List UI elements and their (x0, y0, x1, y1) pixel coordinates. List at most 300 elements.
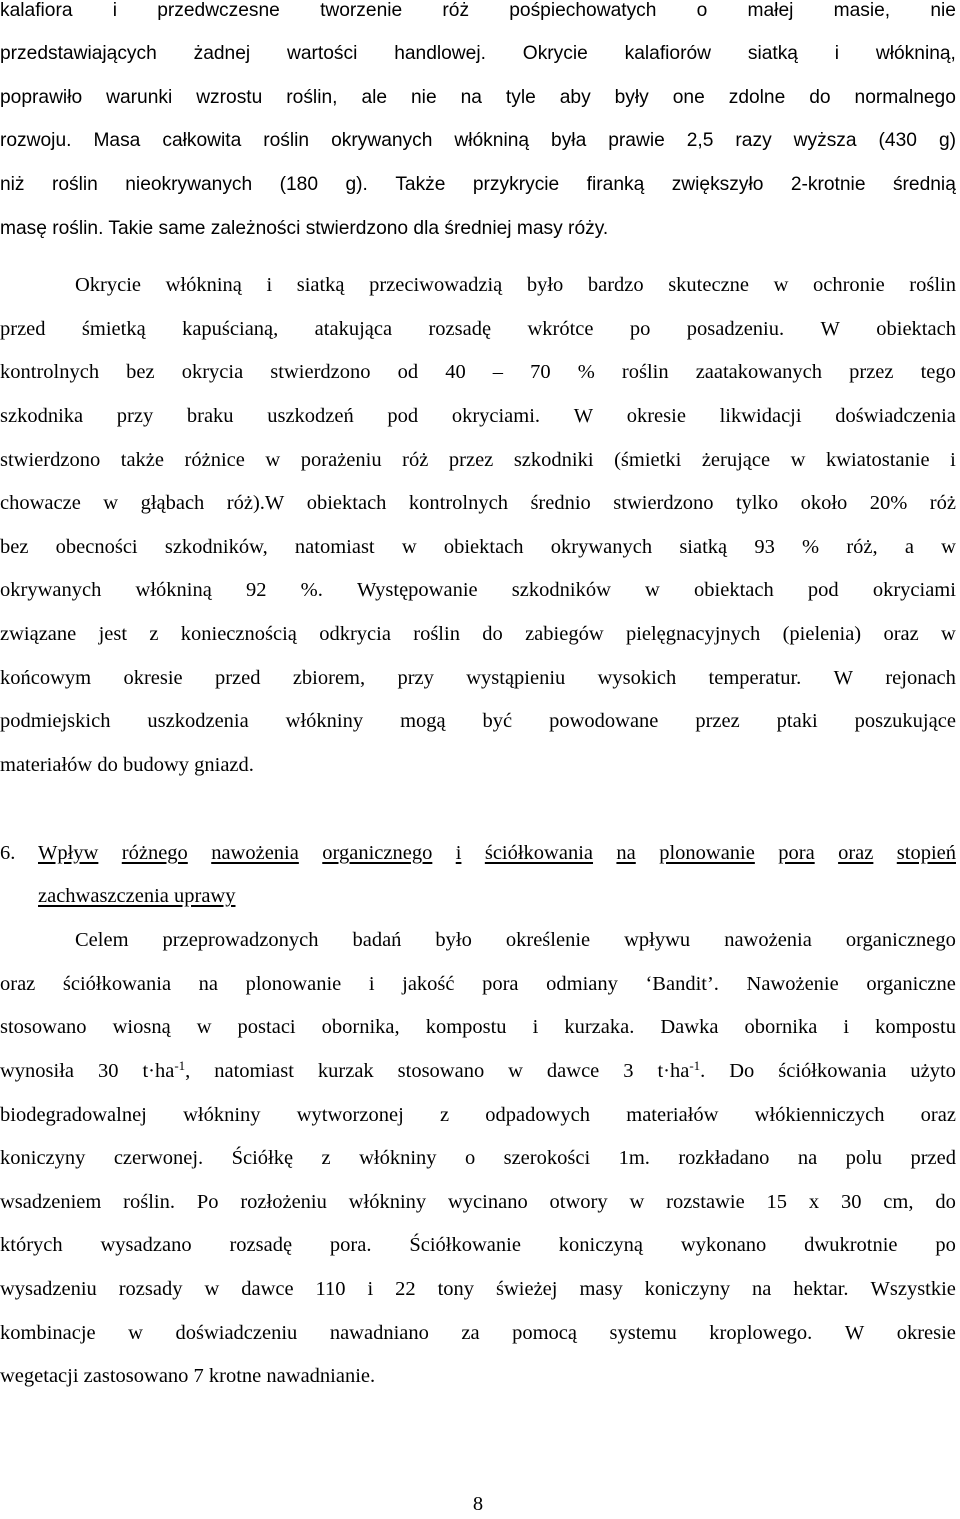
word: w (629, 1191, 645, 1213)
word: przedstawiających (0, 43, 157, 64)
word: kroplowego. (709, 1322, 813, 1344)
word: kurzak (317, 1060, 374, 1082)
text-line (0, 1274, 956, 1304)
word: Ściółkowanie (409, 1234, 521, 1256)
word: szkodnika (0, 405, 84, 427)
word: róż).W (226, 492, 285, 514)
word: badań (352, 929, 402, 951)
word: tworzenie (320, 0, 403, 21)
text-line (0, 314, 956, 344)
word: natomiast (214, 1060, 294, 1082)
word: kompostu (425, 1016, 507, 1038)
word: wykonano (680, 1234, 767, 1256)
word: roślin (413, 623, 460, 645)
text-line (0, 401, 956, 431)
word: 3 (623, 1060, 634, 1082)
word: poprawiło (0, 87, 83, 108)
word: zaatakowanych (695, 361, 823, 383)
word: dawce (241, 1278, 294, 1300)
word: W (820, 318, 840, 340)
word: wzrostu (196, 87, 263, 108)
text-line (0, 1012, 956, 1042)
word: Do (729, 1060, 755, 1082)
word: rejonach (885, 667, 956, 689)
word: było (435, 929, 472, 951)
word: (430 (878, 130, 917, 151)
word: 110 (315, 1278, 346, 1300)
word: Ściółkę (231, 1147, 294, 1169)
word: przez (448, 449, 494, 471)
word: kwiatostanie (826, 449, 930, 471)
word: g). (345, 174, 368, 195)
word: tony (437, 1278, 475, 1300)
word: i (266, 274, 273, 296)
text-line (0, 39, 956, 69)
word: 1m. (618, 1147, 650, 1169)
word: % (802, 536, 820, 558)
word: pora (778, 842, 815, 864)
word: temperatur. (708, 667, 802, 689)
word: w (773, 274, 789, 296)
word: tyle (505, 87, 536, 108)
word: na (752, 1278, 772, 1300)
word: określenie (505, 929, 591, 951)
word: ochronie (812, 274, 885, 296)
word: użyto (910, 1060, 956, 1082)
word: polu (845, 1147, 883, 1169)
word: żerujące (701, 449, 771, 471)
word: wycinano (448, 1191, 528, 1213)
word: włókniną, (875, 43, 956, 64)
word: dwukrotnie (804, 1234, 898, 1256)
word: 30 (97, 1060, 119, 1082)
word: tego (920, 361, 956, 383)
word: nawożenia (724, 929, 812, 951)
word: – (492, 361, 504, 383)
word: odpadowych (485, 1104, 591, 1126)
text-line-with-superscript (0, 1056, 956, 1086)
word: Występowanie (357, 579, 478, 601)
text-line (0, 1230, 956, 1260)
section-number: 6. (0, 842, 16, 864)
word: kapuścianą, (182, 318, 279, 340)
word: handlowej. (394, 43, 486, 64)
word: także (120, 449, 164, 471)
word: ściółkowania (484, 842, 594, 864)
word: natomiast (294, 536, 375, 558)
word: w (103, 492, 119, 514)
word: w (941, 536, 956, 558)
word: uszkodzeń (267, 405, 354, 427)
word: okresie (626, 405, 686, 427)
word: siatką (747, 43, 798, 64)
word: obecności (55, 536, 138, 558)
word: rozsadę (428, 318, 492, 340)
word: masy (579, 1278, 623, 1300)
word: obiektach (306, 492, 387, 514)
word: odkrycia (319, 623, 391, 645)
word: nie (930, 0, 956, 21)
word: przed (910, 1147, 956, 1169)
word: na (616, 842, 636, 864)
word: włókniną (165, 274, 242, 296)
word: róż (402, 449, 429, 471)
word: biodegradowalnej (0, 1104, 147, 1126)
word: braku (186, 405, 234, 427)
word: obiektach (443, 536, 524, 558)
word: oraz (920, 1104, 956, 1126)
word: likwidacji (719, 405, 802, 427)
word: organiczne (866, 973, 956, 995)
word: pora. (329, 1234, 372, 1256)
word: pielęgnacyjnych (625, 623, 761, 645)
word: Nawożenie (746, 973, 839, 995)
word: w (508, 1060, 523, 1082)
word: w (204, 1278, 220, 1300)
text-line-indent (75, 925, 956, 955)
word: i (367, 1278, 374, 1300)
word: 40 (445, 361, 466, 383)
word: organicznego (845, 929, 956, 951)
word: stosowano (397, 1060, 485, 1082)
word: i (455, 842, 462, 864)
word: po (935, 1234, 956, 1256)
word: 20% (869, 492, 908, 514)
text-line-indent (75, 270, 956, 300)
word: doświadczeniu (175, 1322, 298, 1344)
word: szkodników (511, 579, 611, 601)
word: % (577, 361, 595, 383)
word: posadzeniu. (686, 318, 785, 340)
word: Po (196, 1191, 219, 1213)
word: całkowita (162, 130, 242, 151)
word: roślin (263, 130, 310, 151)
word: ściółkowania (62, 973, 172, 995)
word: oraz (883, 623, 919, 645)
word: czerwonej. (113, 1147, 204, 1169)
word: przykrycie (472, 174, 560, 195)
word: obornika, (321, 1016, 400, 1038)
word: kurzaka. (564, 1016, 635, 1038)
word: siatką (679, 536, 728, 558)
word: niż (0, 174, 25, 195)
word: roślin. (123, 1191, 175, 1213)
word: z (149, 623, 159, 645)
word: okryciami. (451, 405, 541, 427)
word: do (935, 1191, 956, 1213)
word: świeżej (496, 1278, 558, 1300)
word: około (800, 492, 848, 514)
word: 15 (766, 1191, 788, 1213)
word: po (629, 318, 651, 340)
word: pomocą (512, 1322, 578, 1344)
word: przeprowadzonych (162, 929, 319, 951)
section-heading-line (38, 838, 956, 868)
word: i (368, 973, 375, 995)
word: plonowanie (659, 842, 755, 864)
text-line (0, 1100, 956, 1130)
word: pod (387, 405, 419, 427)
word: kalafiorów (624, 43, 712, 64)
word: ptaki (776, 710, 818, 732)
page-number: 8 (472, 1493, 484, 1515)
word: na (198, 973, 218, 995)
word: pora (482, 973, 519, 995)
word: (180 (279, 174, 319, 195)
word: normalnego (854, 87, 956, 108)
word: pod (807, 579, 839, 601)
word: 2-krotnie (790, 174, 866, 195)
word: włókniną (454, 130, 530, 151)
word: dawce (546, 1060, 600, 1082)
word: przez (695, 710, 740, 732)
word: 70 (530, 361, 551, 383)
word: i (532, 1016, 539, 1038)
word: aby (559, 87, 591, 108)
word: rozwoju. (0, 130, 72, 151)
word: ściółkowania (778, 1060, 887, 1082)
word: nieokrywanych (125, 174, 253, 195)
word: od (397, 361, 419, 383)
word: warunki (106, 87, 173, 108)
word: w (265, 449, 281, 471)
word: ale (361, 87, 388, 108)
word: one (672, 87, 705, 108)
word: x (808, 1191, 820, 1213)
word: o (696, 0, 708, 21)
text-line (0, 126, 956, 156)
word: związane (0, 623, 77, 645)
word: w (645, 579, 660, 601)
word: W (833, 667, 853, 689)
word: hektar. (793, 1278, 849, 1300)
word: i (950, 449, 956, 471)
text-line-last: materiałów do budowy gniazd. (0, 754, 254, 776)
word: g) (938, 130, 956, 151)
word: zbiorem, (292, 667, 366, 689)
text-line (0, 1187, 956, 1217)
word: stopień (896, 842, 956, 864)
word: były (614, 87, 649, 108)
text-line (0, 1318, 956, 1348)
word: w (128, 1322, 143, 1344)
word: i (834, 43, 840, 64)
text-line (0, 619, 956, 649)
word: okrycia (181, 361, 244, 383)
word: nawożenia (211, 842, 299, 864)
word: wystąpieniu (466, 667, 566, 689)
word: kompostu (875, 1016, 956, 1038)
word: żadnej (193, 43, 251, 64)
word: firanką (586, 174, 645, 195)
word: szerokości (503, 1147, 591, 1169)
word: z (439, 1104, 450, 1126)
word: uszkodzenia (147, 710, 249, 732)
word: materiałów (626, 1104, 719, 1126)
word: roślin (909, 274, 956, 296)
word: włókniny (285, 710, 364, 732)
word: przeciwowadzią (369, 274, 503, 296)
word: kombinacje (0, 1322, 96, 1344)
word: 92 (245, 579, 267, 601)
word: otwory (549, 1191, 608, 1213)
word: rozłożeniu (240, 1191, 327, 1213)
word: razy (735, 130, 772, 151)
word: Celem (75, 929, 129, 951)
word: średnio (530, 492, 591, 514)
word: być (482, 710, 513, 732)
word: szkodników, (164, 536, 268, 558)
word: do (809, 87, 831, 108)
word: włókniny (348, 1191, 427, 1213)
word: z (321, 1147, 331, 1169)
word: 93 (754, 536, 775, 558)
word: cm, (883, 1191, 914, 1213)
word: stwierdzono (0, 449, 101, 471)
word: powodowane (549, 710, 659, 732)
superscript: -1 (174, 1058, 186, 1073)
word: w (790, 449, 806, 471)
word: Masa (93, 130, 141, 151)
word: różnice (184, 449, 245, 471)
word: okryciami (872, 579, 956, 601)
word: (śmietki (614, 449, 682, 471)
word: koniecznością (180, 623, 297, 645)
word: wartości (286, 43, 358, 64)
word: kalafiora (0, 0, 73, 21)
word: róż (442, 0, 470, 21)
word: było (526, 274, 564, 296)
word: oraz (0, 973, 36, 995)
word: szkodniki (513, 449, 594, 471)
word: W (573, 405, 594, 427)
word: postaci (237, 1016, 296, 1038)
word: obornika (744, 1016, 818, 1038)
word: na (797, 1147, 818, 1169)
word: roślin (51, 174, 98, 195)
word: okresie (896, 1322, 956, 1344)
word: wynosiła (0, 1060, 75, 1082)
word: przy (397, 667, 434, 689)
word: wysadzano (100, 1234, 192, 1256)
word: nawadniano (329, 1322, 429, 1344)
word: za (461, 1322, 480, 1344)
word: wpływu (624, 929, 691, 951)
word: wysadzeniu (0, 1278, 97, 1300)
word: obiektach (876, 318, 956, 340)
word: obiektach (694, 579, 774, 601)
text-line (0, 969, 956, 999)
word: przed (0, 318, 46, 340)
word: przy (116, 405, 154, 427)
word: koniczyny (0, 1147, 86, 1169)
word: jest (98, 623, 128, 645)
word: zdolne (728, 87, 786, 108)
superscript: -1 (689, 1058, 701, 1073)
word: organicznego (322, 842, 433, 864)
word: końcowym (0, 667, 92, 689)
word: oraz (838, 842, 874, 864)
text-line (0, 575, 956, 605)
word: Wpływ (38, 842, 99, 864)
word: śmietką (81, 318, 146, 340)
word: $t\cdot ha^{-1}$. (657, 1058, 706, 1082)
word: przez (849, 361, 894, 383)
word: i (112, 0, 117, 21)
word: głąbach (140, 492, 205, 514)
word: wyższa (793, 130, 857, 151)
word: Dawka (660, 1016, 719, 1038)
word: mogą (400, 710, 446, 732)
word: 2,5 (686, 130, 714, 151)
word: w (941, 623, 956, 645)
word: rozsadę (229, 1234, 293, 1256)
text-line-last: masę roślin. Takie same zależności stwierdzono dla średniej masy róży. (0, 218, 609, 239)
word: średnią (892, 174, 956, 195)
word: (pielenia) (782, 623, 862, 645)
word: siatką (296, 274, 345, 296)
text-line (0, 83, 956, 113)
word: 22 (395, 1278, 416, 1300)
word: roślin, (286, 87, 338, 108)
word: Także (395, 174, 446, 195)
word: włókniną (135, 579, 212, 601)
word: zwiększyło (671, 174, 764, 195)
word: systemu (609, 1322, 677, 1344)
word: których (0, 1234, 63, 1256)
word: $t\cdot ha^{-1}$, (142, 1058, 191, 1082)
word: okresie (123, 667, 183, 689)
word: doświadczenia (835, 405, 956, 427)
word: tylko (735, 492, 779, 514)
word: włókniny (183, 1104, 261, 1126)
word: różnego (121, 842, 188, 864)
word: Okrycie (75, 274, 142, 296)
section-heading-line: zachwaszczenia uprawy (38, 885, 236, 907)
word: masie, (833, 0, 891, 21)
text-line (0, 357, 956, 387)
word: bardzo (587, 274, 644, 296)
text-line (0, 0, 956, 26)
word: stwierdzono (270, 361, 371, 383)
word: przedwczesne (157, 0, 280, 21)
word: podmiejskich (0, 710, 111, 732)
word: na (460, 87, 482, 108)
word: Okrycie (522, 43, 588, 64)
word: %. (300, 579, 323, 601)
text-line-last: wegetacji zastosowano 7 krotne nawadnianie. (0, 1365, 376, 1387)
word: o (464, 1147, 476, 1169)
word: ‘Bandit’. (645, 973, 719, 995)
word: włókniny (359, 1147, 437, 1169)
word: wiosną (112, 1016, 171, 1038)
text-line (0, 706, 956, 736)
word: małej (747, 0, 794, 21)
word: stwierdzono (613, 492, 714, 514)
word: wysokich (597, 667, 677, 689)
word: a (904, 536, 914, 558)
word: wsadzeniem (0, 1191, 102, 1213)
word: i (843, 1016, 850, 1038)
text-line (0, 1143, 956, 1173)
word: nie (411, 87, 437, 108)
word: roślin (621, 361, 669, 383)
word: rozstawie (666, 1191, 745, 1213)
word: poszukujące (854, 710, 956, 732)
text-line (0, 488, 956, 518)
word: chowacze (0, 492, 81, 514)
text-line (0, 445, 956, 475)
